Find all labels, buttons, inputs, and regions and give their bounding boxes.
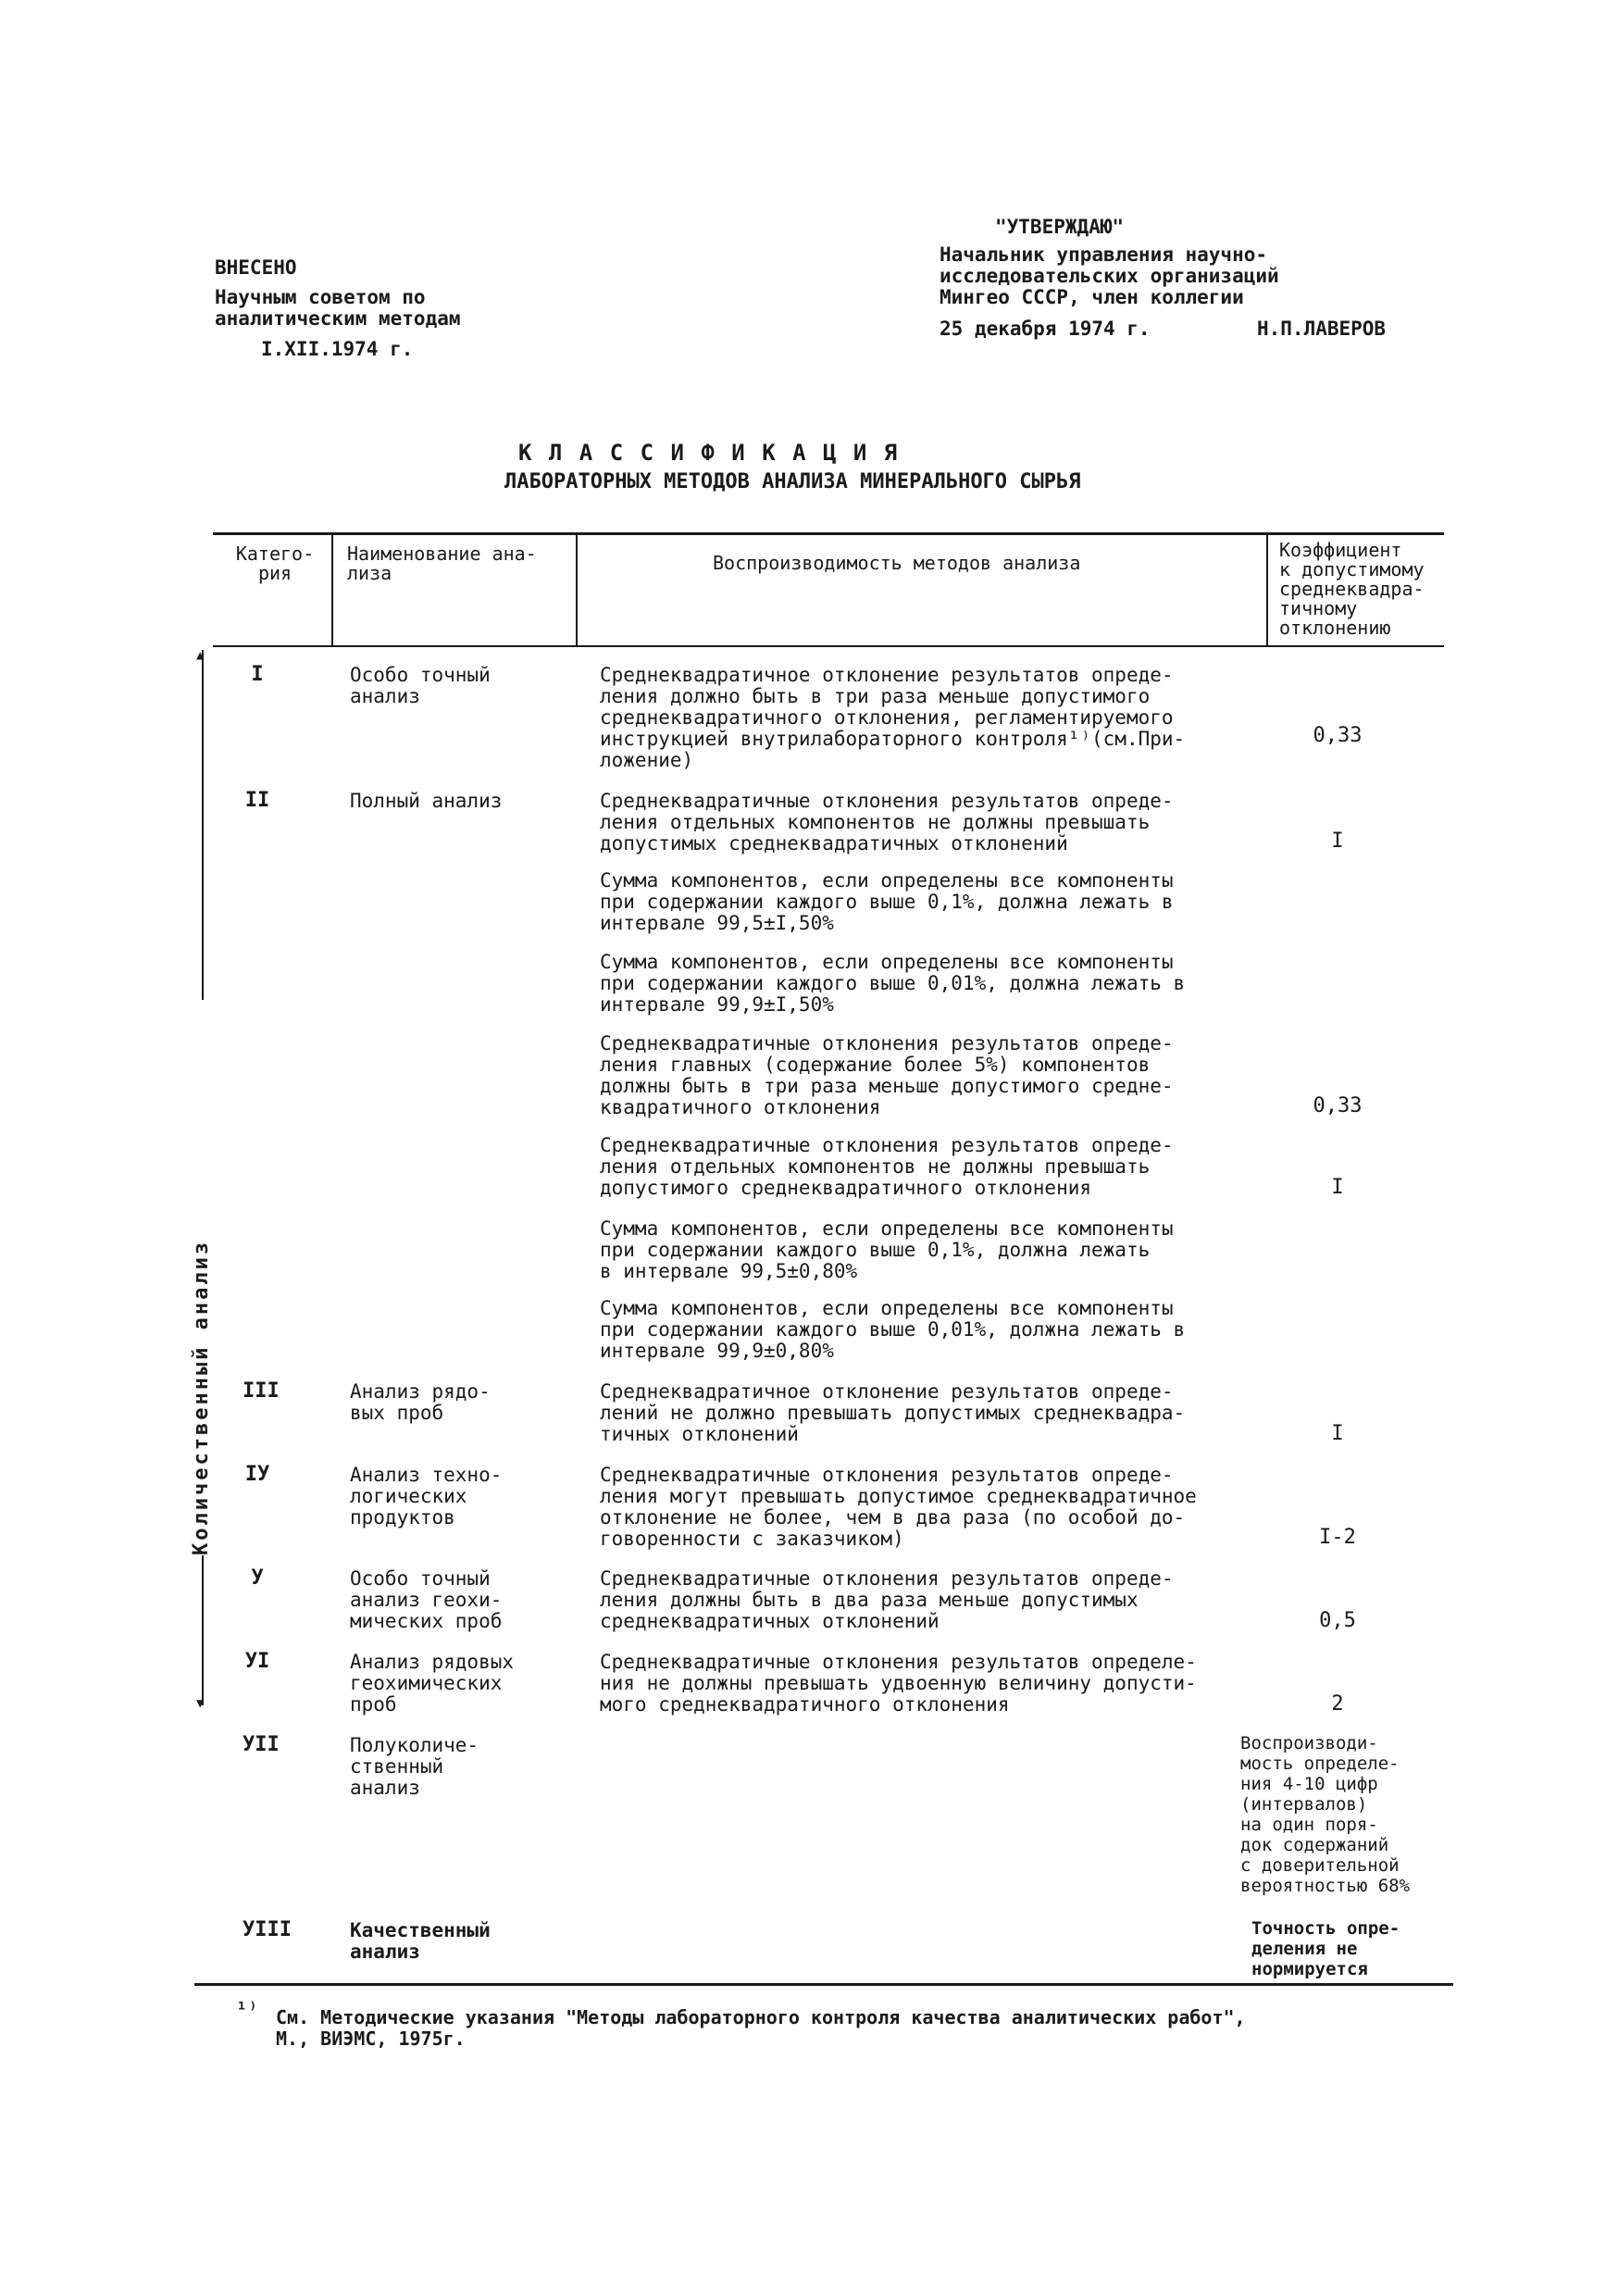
row-text: Среднеквадратичное отклонение результатов опреде- лений не должно превышать допустимых среднеквадра- тичных отклонений — [600, 1380, 1186, 1445]
submitted-date: I.XII.1974 г. — [261, 338, 414, 360]
row-category: I — [251, 663, 264, 686]
row-text: Сумма компонентов, если определены все компоненты при содержании каждого выше 0,01%, должна лежать в интервале 99,9±0,80% — [600, 1297, 1186, 1362]
row-text: Среднеквадратичные отклонения результатов опреде- ления могут превышать допустимое среднеквадратичное отклонение не более, чем в два раза (по особой до- говоренности с заказчиком) — [600, 1464, 1197, 1550]
submitted-by: Научным советом по аналитическим методам — [215, 286, 461, 330]
row-name: Полуколиче- ственный анализ — [350, 1734, 479, 1799]
document-subtitle: ЛАБОРАТОРНЫХ МЕТОДОВ АНАЛИЗА МИНЕРАЛЬНОГО СЫРЬЯ — [504, 470, 1081, 493]
col-divider-3 — [1266, 535, 1268, 646]
table-bottom-rule — [194, 1983, 1453, 1986]
row-name: Особо точный анализ геохи- мических проб — [350, 1567, 503, 1632]
row-category: У — [251, 1566, 264, 1590]
approved-by: Начальник управления научно- исследовательских организаций Мингео СССР, член коллегии — [940, 243, 1279, 308]
approved-date: 25 декабря 1974 г. — [940, 318, 1151, 340]
row-category: IУ — [244, 1463, 270, 1486]
row-text: Среднеквадратичные отклонения результатов определе- ния не должны превышать удвоенную величину допусти- мого среднеквадратичного отклонения — [600, 1651, 1197, 1716]
row-name: Качественный анализ — [350, 1919, 491, 1963]
document-title: К Л А С С И Ф И К А Ц И Я — [518, 440, 900, 466]
footnote-text: См. Методические указания "Методы лабораторного контроля качества аналитических работ", М., ВИЭМС, 1975г. — [276, 2006, 1246, 2050]
col-divider-1 — [331, 535, 333, 646]
row-text: Сумма компонентов, если определены все компоненты при содержании каждого выше 0,1%, должна лежать в интервале 99,5±I,50% — [600, 869, 1174, 934]
row-coefficient: I-2 — [1319, 1526, 1356, 1549]
row-category: УII — [243, 1733, 280, 1756]
row-text: Среднеквадратичные отклонения результатов опреде- ления должны быть в два раза меньше допустимых среднеквадратичных отклонений — [600, 1567, 1174, 1632]
row-coefficient: I — [1331, 830, 1344, 853]
arrow-down-icon: ▼ — [196, 1696, 205, 1711]
footnote-mark: ¹⁾ — [236, 1998, 259, 2020]
row-coefficient: I — [1331, 1422, 1344, 1445]
row-text: Среднеквадратичные отклонения результатов опреде- ления главных (содержание более 5%) компонентов должны быть в три раза меньше допустимого средне- квадратичного отклонения — [600, 1032, 1174, 1118]
row-category: УI — [244, 1650, 270, 1673]
header-reproducibility: Воспроизводимость методов анализа — [713, 552, 1081, 574]
header-name: Наименование ана- лиза — [347, 543, 537, 584]
row-name: Особо точный анализ — [350, 664, 491, 707]
row-name: Анализ рядовых геохимических проб — [350, 1651, 515, 1716]
table-top-rule — [213, 532, 1444, 535]
row-coefficient: 0,5 — [1319, 1609, 1356, 1632]
header-category: Катего- рия — [235, 543, 315, 584]
row-coefficient-note: Точность опре- деления не нормируется — [1251, 1918, 1400, 1979]
table-header-rule — [213, 645, 1444, 647]
row-category: УIII — [243, 1918, 292, 1941]
side-label: Количественный анализ — [190, 1000, 227, 1555]
header-coefficient: Коэффициент к допустимому среднеквадра- тичному отклонению — [1279, 539, 1425, 639]
row-coefficient: 0,33 — [1313, 1094, 1363, 1117]
row-category: II — [244, 789, 270, 812]
row-text: Среднеквадратичное отклонение результатов опреде- ления должно быть в три раза меньше допустимого среднеквадратичного отклонения, регламентируемого инструкцией внутрилабораторного контроля¹⁾(см.При- ложение) — [600, 664, 1186, 771]
row-coefficient: 2 — [1331, 1692, 1344, 1716]
row-name: Анализ техно- логических продуктов — [350, 1464, 503, 1529]
arrow-up-icon: ▲ — [196, 648, 205, 663]
row-text: Сумма компонентов, если определены все компоненты при содержании каждого выше 0,1%, должна лежать в интервале 99,5±0,80% — [600, 1217, 1174, 1282]
approver-name: Н.П.ЛАВЕРОВ — [1257, 318, 1387, 340]
row-category: III — [243, 1379, 280, 1403]
submitted-label: ВНЕСЕНО — [215, 256, 297, 279]
row-coefficient-note: Воспроизводи- мость определе- ния 4-10 цифр (интервалов) на один поря- док содержаний с доверительной вероятностью 68% — [1240, 1733, 1411, 1896]
row-coefficient: 0,33 — [1313, 724, 1363, 747]
approved-label: "УТВЕРЖДАЮ" — [995, 216, 1125, 238]
row-text: Среднеквадратичные отклонения результатов опреде- ления отдельных компонентов не должны превышать допустимого среднеквадратичного отклонения — [600, 1134, 1174, 1199]
row-name: Анализ рядо- вых проб — [350, 1380, 491, 1424]
row-text: Среднеквадратичные отклонения результатов опреде- ления отдельных компонентов не должны превышать допустимых среднеквадратичных отклонений — [600, 790, 1174, 855]
row-coefficient: I — [1331, 1176, 1344, 1199]
row-text: Сумма компонентов, если определены все компоненты при содержании каждого выше 0,01%, должна лежать в интервале 99,9±I,50% — [600, 951, 1186, 1016]
col-divider-2 — [576, 535, 578, 646]
row-name: Полный анализ — [350, 790, 503, 812]
